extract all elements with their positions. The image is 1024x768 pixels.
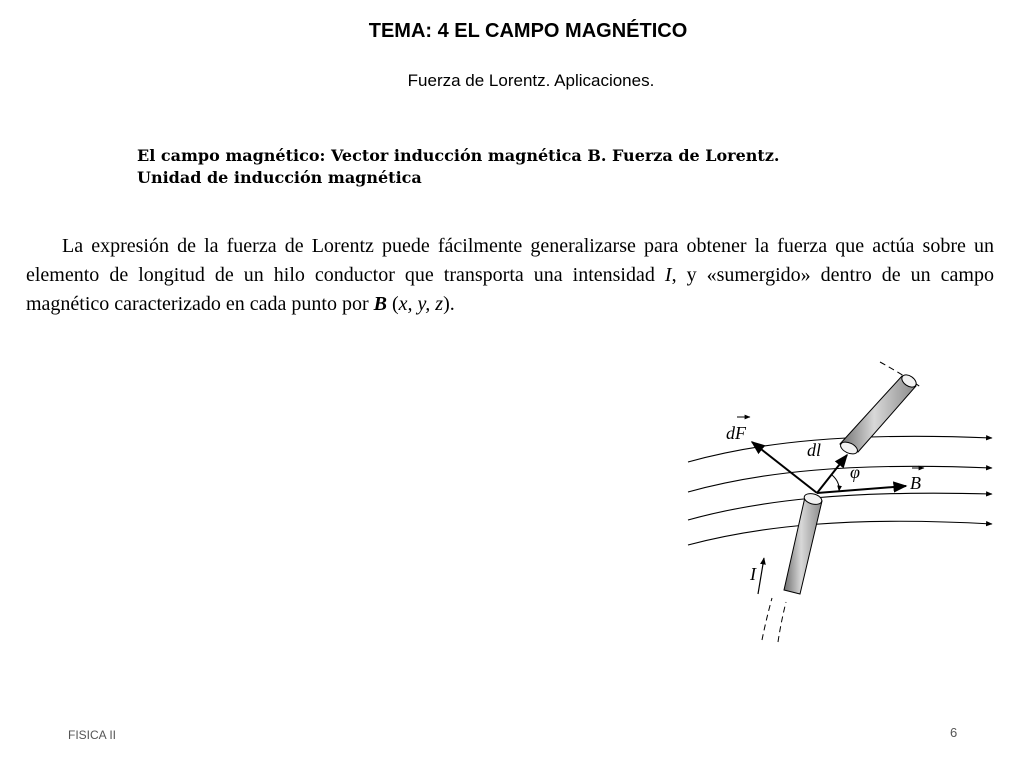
label-dl: dl [807,440,822,460]
label-dF: dF [726,423,746,443]
body-text-part-3: ( [386,293,399,315]
current-arrow [758,558,764,594]
body-text-part-1: La expresión de la fuerza de Lorentz puede fácilmente generalizarse para obtener la fuerza que actúa sobre un elemento de longitud de un hilo conductor que transporta una intensidad [26,235,994,286]
body-text-part-4: ). [443,293,455,315]
slide-subtitle: Fuerza de Lorentz. Aplicaciones. [407,71,655,90]
vectors [752,442,906,594]
section-heading [137,145,897,189]
label-B: B [910,473,921,493]
section-heading-line-1: El campo magnético: Vector inducción magnética B. Fuerza de Lorentz. [137,146,780,165]
vector-dl [817,455,847,493]
vector-labels [726,417,924,584]
variable-current: I [664,264,672,286]
vector-B [817,486,906,493]
body-text-part-2: , y «sumergido» dentro de un campo magnético caracterizado en cada punto por [26,264,994,315]
slide-title: TEMA: 4 EL CAMPO MAGNÉTICO [368,20,688,42]
field-line [688,466,992,492]
angle-arc [832,475,839,491]
body-paragraph [26,232,994,319]
lorentz-force-diagram [680,360,1000,650]
variable-field: B [373,293,387,315]
label-phi: φ [850,462,860,482]
section-heading-line-2: Unidad de inducción magnética [137,168,422,187]
page-number: 6 [950,725,958,740]
footer-course: FISICA II [68,728,117,742]
field-line [688,521,992,545]
label-I: I [750,564,756,584]
variable-coordinates: x, y, z [398,293,444,315]
field-line [688,493,992,520]
